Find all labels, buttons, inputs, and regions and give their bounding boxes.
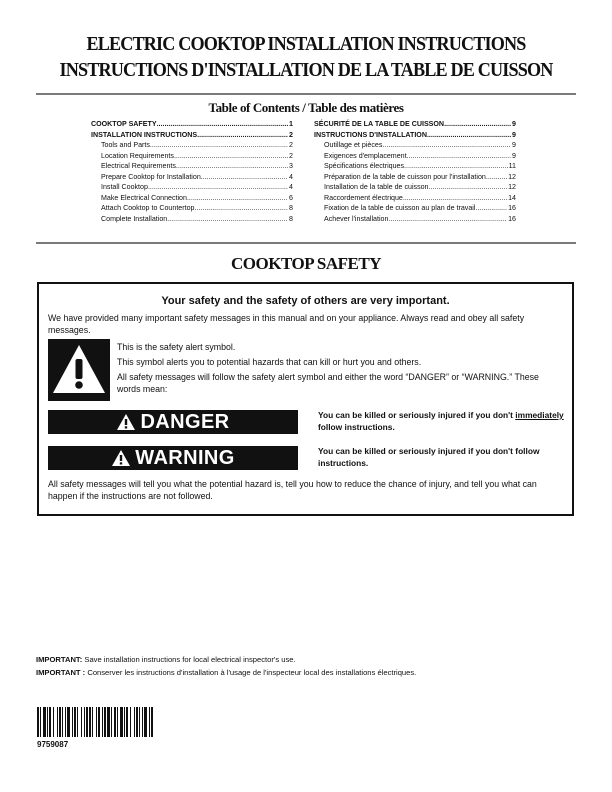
- toc-entry-page: 4: [289, 172, 293, 181]
- toc-title: Table of Contents / Table des matières: [208, 100, 404, 115]
- toc-entry: [91, 182, 293, 193]
- toc-entry-label: INSTRUCTIONS D'INSTALLATION: [314, 130, 427, 139]
- toc-leader-dots: [197, 130, 288, 141]
- toc-entry: [91, 214, 293, 225]
- safety-intro: We have provided many important safety messages in this manual and on your appliance. Always read and obey all safety messages.: [48, 313, 525, 335]
- important-en-label: IMPORTANT:: [36, 655, 83, 664]
- toc-entry: [314, 119, 516, 130]
- barcode-bar: [72, 707, 73, 737]
- barcode-bar: [124, 707, 125, 737]
- barcode-bar: [98, 707, 100, 737]
- safety-footer: All safety messages will tell you what the potential hazard is, tell you how to reduce the chance of injury, and tell you what can happen if the instructions are not followed.: [48, 479, 537, 501]
- toc-entry-page: 9: [512, 130, 516, 139]
- barcode-bar: [89, 707, 91, 737]
- danger-desc-underlined: immediately: [515, 410, 564, 420]
- toc-leader-dots: [187, 193, 288, 204]
- important-english: [36, 655, 576, 665]
- toc-entry-label: Achever l'installation: [324, 214, 389, 223]
- toc-entry-page: 2: [289, 141, 293, 149]
- toc-entry-label: Complete Installation: [101, 214, 168, 223]
- danger-desc-part1: You can be killed or seriously injured if you don't: [318, 410, 516, 420]
- toc-entry: [314, 140, 516, 151]
- toc-entry: [91, 151, 293, 162]
- barcode-bar: [40, 707, 41, 737]
- barcode-bar: [65, 707, 66, 737]
- danger-desc-part2: follow instructions.: [318, 422, 395, 432]
- danger-label: DANGER: [140, 410, 230, 433]
- toc-left-column: [91, 119, 293, 224]
- warning-signal: [48, 446, 298, 470]
- toc-entry-page: 14: [508, 193, 516, 202]
- barcode-bar: [62, 707, 63, 737]
- barcode-bar: [139, 707, 140, 737]
- important-french: [36, 668, 576, 678]
- danger-signal: [48, 410, 298, 434]
- toc-entry: [314, 214, 516, 225]
- toc-entry-label: Préparation de la table de cuisson pour l'installation: [324, 172, 486, 181]
- barcode-bar: [43, 707, 46, 737]
- warning-description: You can be killed or seriously injured if you don't follow instructions.: [318, 446, 540, 468]
- toc-entry: [91, 119, 293, 130]
- important-fr-text: Conserver les instructions d'installation à l'usage de l'inspecteur local des installations électriques.: [85, 668, 417, 677]
- barcode-bar: [102, 707, 103, 737]
- toc-entry-label: Tools and Parts: [101, 141, 150, 149]
- toc-entry-label: INSTALLATION INSTRUCTIONS: [91, 130, 198, 139]
- warning-label: WARNING: [135, 446, 235, 469]
- toc-entry-label: Attach Cooktop to Countertop: [101, 204, 195, 212]
- barcode-bar: [49, 707, 51, 737]
- toc-entry-label: Spécifications électriques: [324, 162, 405, 170]
- toc-entry-page: 8: [289, 214, 293, 223]
- toc-entry: [91, 193, 293, 204]
- alert-triangle-icon: [116, 413, 136, 431]
- toc-entry-page: 16: [508, 214, 516, 223]
- toc-leader-dots: [404, 161, 508, 172]
- toc-entry: [314, 161, 516, 172]
- barcode-bar: [130, 707, 131, 737]
- toc-entry-page: 4: [289, 183, 293, 191]
- barcode-bar: [84, 707, 85, 737]
- toc-entry-page: 3: [289, 162, 293, 170]
- toc-leader-dots: [429, 182, 508, 193]
- barcode-bar: [53, 707, 54, 737]
- toc-entry-page: 9: [512, 151, 516, 160]
- toc-entry-label: Installation de la table de cuisson: [324, 183, 429, 191]
- barcode-bar: [107, 707, 110, 737]
- toc-entry-page: 1: [289, 120, 293, 128]
- toc-entry: [314, 193, 516, 204]
- toc-entry-page: 2: [289, 130, 293, 139]
- toc-entry: [314, 182, 516, 193]
- barcode-bar: [47, 707, 48, 737]
- toc-leader-dots: [382, 140, 511, 151]
- barcode-bar: [96, 707, 97, 737]
- toc-leader-dots: [174, 151, 288, 162]
- barcode-bar: [126, 707, 128, 737]
- toc-entry-label: Make Electrical Connection: [101, 193, 187, 202]
- toc-entry-label: COOKTOP SAFETY: [91, 120, 157, 128]
- toc-entry: [91, 140, 293, 151]
- toc-entry: [314, 203, 516, 214]
- safety-heading: Your safety and the safety of others are very important.: [161, 295, 450, 307]
- toc-entry-label: Prepare Cooktop for Installation: [101, 172, 201, 181]
- alert-triangle-icon: [111, 449, 131, 467]
- toc-leader-dots: [407, 151, 511, 162]
- toc-entry-page: 8: [289, 204, 293, 212]
- toc-entry-label: Location Requirements: [101, 151, 174, 160]
- toc-leader-dots: [176, 161, 288, 172]
- toc-entry-page: 11: [508, 162, 516, 170]
- toc-leader-dots: [150, 140, 288, 151]
- part-number: 9759087: [37, 740, 69, 749]
- toc-entry: [91, 130, 293, 141]
- toc-right-column: [314, 119, 516, 224]
- toc-entry-page: 2: [289, 151, 293, 160]
- toc-leader-dots: [475, 203, 507, 214]
- toc-entry-page: 12: [508, 183, 516, 191]
- barcode-bar: [37, 707, 39, 737]
- top-rule: [36, 93, 576, 95]
- danger-description: [318, 409, 568, 433]
- toc-entry-label: Fixation de la table de cuisson au plan de travail: [324, 204, 476, 212]
- barcode-bar: [111, 707, 112, 737]
- toc-leader-dots: [486, 172, 507, 183]
- toc-entry-page: 6: [289, 193, 293, 202]
- barcode-bar: [104, 707, 106, 737]
- toc-entry-page: 9: [512, 120, 516, 128]
- barcode-bar: [120, 707, 123, 737]
- barcode-bar: [134, 707, 135, 737]
- barcode-bar: [117, 707, 118, 737]
- toc-entry-page: 9: [512, 141, 516, 149]
- alert-line-1: This is the safety alert symbol.: [117, 342, 236, 352]
- safety-alert-triangle-icon: [48, 339, 110, 401]
- barcode-bar: [151, 707, 153, 737]
- title-english: ELECTRIC COOKTOP INSTALLATION INSTRUCTIONS: [86, 34, 526, 55]
- important-fr-label: IMPORTANT :: [36, 668, 86, 677]
- toc-entry-label: Outillage et pièces: [324, 141, 383, 149]
- toc-leader-dots: [167, 214, 288, 225]
- toc-entry-page: 16: [508, 204, 516, 212]
- alert-line-3: All safety messages will follow the safety alert symbol and either the word “DANGER” or “WARNING.” These words mean:: [117, 372, 539, 394]
- safety-box: [37, 282, 574, 516]
- section-title: COOKTOP SAFETY: [231, 254, 381, 273]
- barcode-bar: [59, 707, 61, 737]
- toc-leader-dots: [444, 119, 511, 130]
- toc-entry-label: Exigences d'emplacement: [324, 151, 407, 160]
- alert-line-2: This symbol alerts you to potential hazards that can kill or hurt you and others.: [117, 357, 422, 367]
- barcode-bar: [136, 707, 138, 737]
- toc-entry: [314, 130, 516, 141]
- toc-leader-dots: [194, 203, 288, 214]
- toc-leader-dots: [403, 193, 507, 204]
- barcode-bar: [57, 707, 58, 737]
- toc-entry-label: Electrical Requirements: [101, 162, 176, 170]
- barcode-bar: [142, 707, 143, 737]
- barcode-bar: [81, 707, 82, 737]
- toc-entry-label: Raccordement électrique: [324, 193, 403, 202]
- important-en-text: Save installation instructions for local electrical inspector's use.: [82, 655, 296, 664]
- toc-leader-dots: [157, 119, 288, 130]
- barcode-bar: [74, 707, 76, 737]
- barcode-bar: [92, 707, 93, 737]
- toc-entry-label: Install Cooktop: [101, 183, 148, 191]
- toc-entry-label: SÉCURITÉ DE LA TABLE DE CUISSON: [314, 120, 445, 128]
- middle-rule: [36, 242, 576, 244]
- title-french: INSTRUCTIONS D'INSTALLATION DE LA TABLE DE CUISSON: [59, 60, 553, 81]
- toc-entry: [91, 161, 293, 172]
- toc-entry: [91, 203, 293, 214]
- toc-leader-dots: [427, 130, 511, 141]
- barcode: [37, 707, 153, 737]
- barcode-bar: [144, 707, 147, 737]
- toc-leader-dots: [148, 182, 288, 193]
- barcode-bar: [67, 707, 70, 737]
- toc-leader-dots: [201, 172, 288, 183]
- toc-entry: [314, 172, 516, 183]
- toc-leader-dots: [388, 214, 507, 225]
- barcode-bar: [114, 707, 116, 737]
- toc-entry: [314, 151, 516, 162]
- barcode-bar: [149, 707, 150, 737]
- barcode-bar: [86, 707, 88, 737]
- toc-entry: [91, 172, 293, 183]
- toc-entry-page: 12: [508, 172, 516, 181]
- barcode-bar: [77, 707, 78, 737]
